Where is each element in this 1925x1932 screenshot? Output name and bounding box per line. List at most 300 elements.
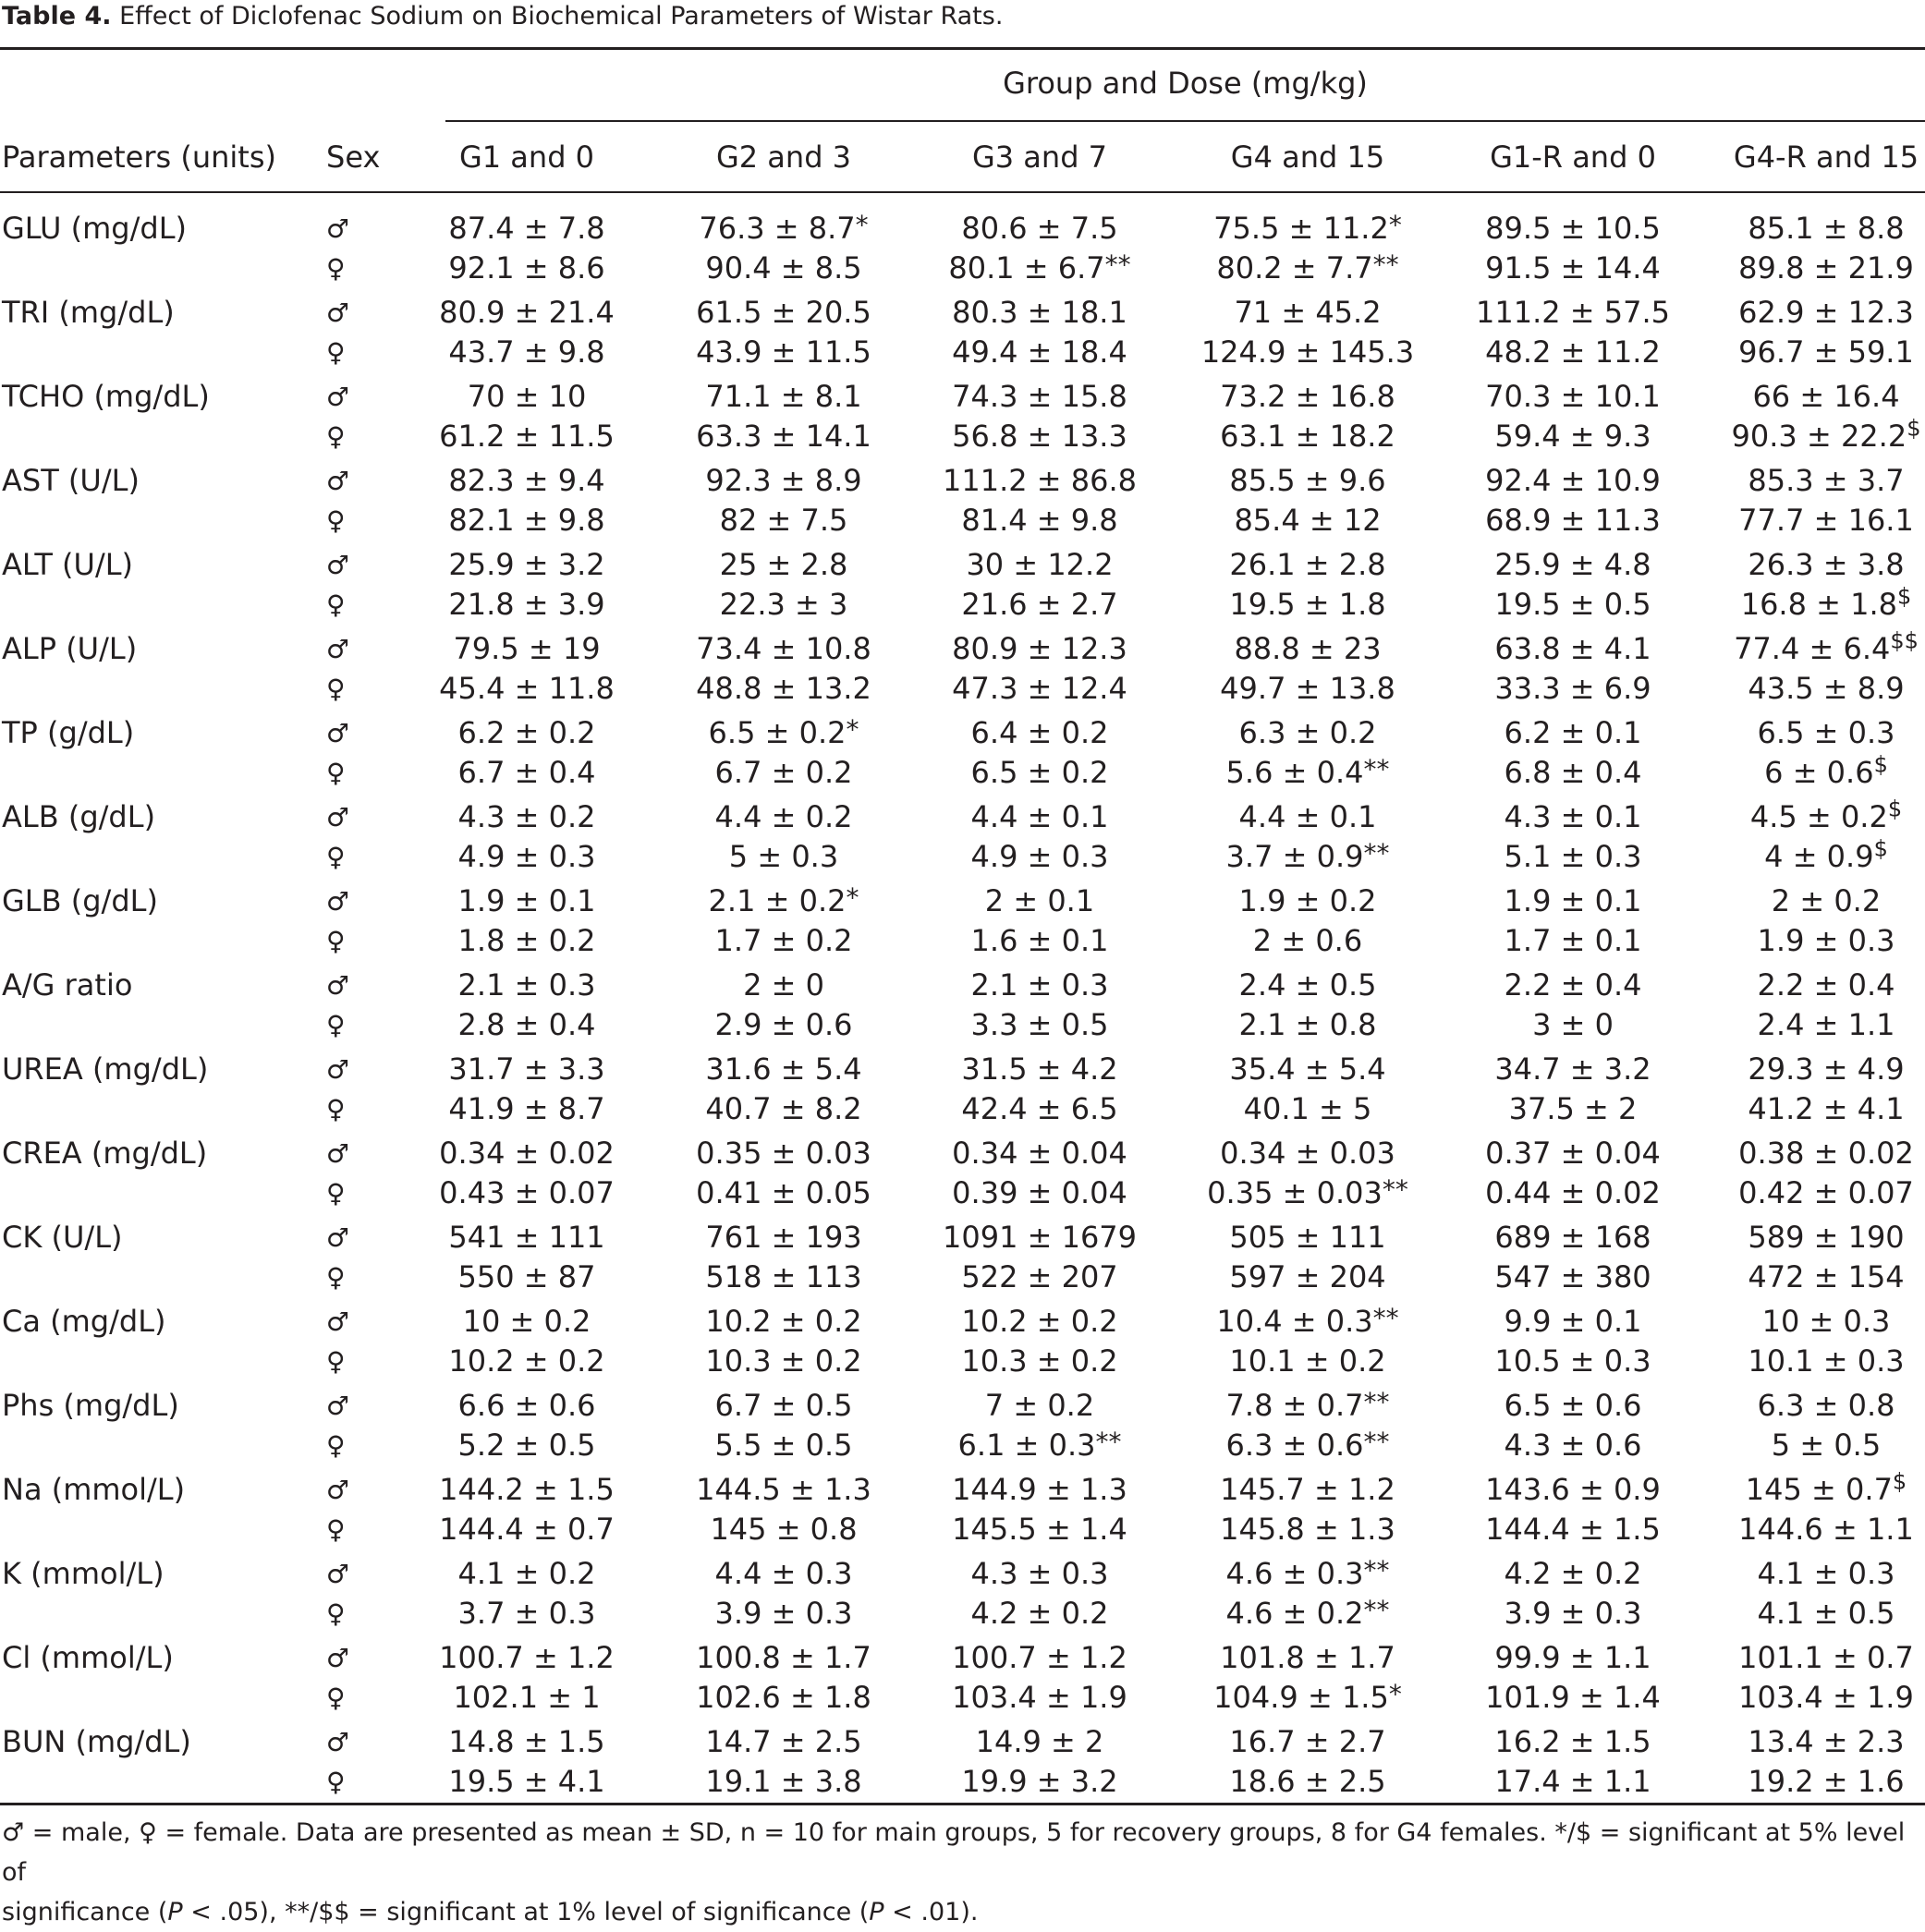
table-cell: 43.5 ± 8.9 <box>1748 671 1905 707</box>
table-caption <box>2 0 1003 41</box>
table-footnote <box>2 1813 1924 1932</box>
table-row <box>0 1258 1925 1297</box>
group-column-header-2: G2 and 3 <box>715 140 852 175</box>
parameter-label: Ca (mg/dL) <box>2 1304 166 1339</box>
table-row <box>0 209 1925 249</box>
table-cell: 4.4 ± 0.1 <box>970 799 1109 834</box>
table-cell: 1.9 ± 0.1 <box>457 883 596 918</box>
table-cell: 145.8 ± 1.3 <box>1220 1512 1395 1548</box>
table-cell: 5.1 ± 0.3 <box>1504 839 1642 875</box>
male-symbol: ♂ <box>326 718 350 748</box>
table-cell: 5 ± 0.5 <box>1771 1428 1882 1464</box>
table-cell: 2.8 ± 0.4 <box>457 1007 596 1043</box>
table-cell: 4.6 ± 0.2** <box>1225 1595 1390 1632</box>
table-cell: 101.9 ± 1.4 <box>1485 1680 1661 1716</box>
table-row <box>0 333 1925 372</box>
table-cell: 103.4 ± 1.9 <box>1738 1680 1914 1716</box>
table-cell: 2.2 ± 0.4 <box>1757 967 1895 1002</box>
male-symbol: ♂ <box>326 1475 350 1505</box>
table-cell: 77.7 ± 16.1 <box>1738 503 1914 539</box>
table-cell: 6.7 ± 0.2 <box>714 755 853 791</box>
table-cell: 1.8 ± 0.2 <box>457 923 596 959</box>
table-cell: 6.3 ± 0.8 <box>1757 1388 1895 1423</box>
group-header-rule <box>445 120 1925 122</box>
table-cell: 505 ± 111 <box>1229 1220 1386 1255</box>
table-cell: 22.3 ± 3 <box>719 587 848 623</box>
female-symbol: ♀ <box>326 758 346 789</box>
table-row <box>0 1594 1925 1634</box>
female-symbol: ♀ <box>326 926 346 957</box>
table-cell: 71 ± 45.2 <box>1234 295 1382 330</box>
female-symbol: ♀ <box>326 842 346 873</box>
table-cell: 85.4 ± 12 <box>1234 503 1382 539</box>
footnote-p-1: P <box>167 1898 183 1926</box>
table-cell: 89.5 ± 10.5 <box>1485 211 1661 246</box>
table-row <box>0 1050 1925 1089</box>
table-cell: 87.4 ± 7.8 <box>448 211 605 246</box>
group-column-header-5: G1-R and 0 <box>1490 140 1656 175</box>
table-row <box>0 797 1925 837</box>
female-symbol: ♀ <box>326 1598 346 1630</box>
table-cell: 0.37 ± 0.04 <box>1485 1136 1661 1171</box>
table-cell: 2.9 ± 0.6 <box>714 1007 853 1043</box>
table-cell: 85.3 ± 3.7 <box>1748 463 1905 498</box>
table-cell: 4.3 ± 0.6 <box>1504 1428 1642 1464</box>
table-cell: 102.1 ± 1 <box>453 1680 601 1716</box>
table-cell: 4.4 ± 0.3 <box>714 1556 853 1591</box>
table-cell: 2 ± 0.1 <box>984 883 1095 918</box>
parameter-label: GLU (mg/dL) <box>2 211 187 246</box>
parameter-label: ALB (g/dL) <box>2 799 156 834</box>
footnote-line-2a: significance ( <box>2 1898 168 1926</box>
male-symbol: ♂ <box>326 1727 350 1757</box>
table-cell: 124.9 ± 145.3 <box>1200 334 1415 371</box>
table-cell: 100.7 ± 1.2 <box>952 1640 1127 1675</box>
female-symbol: ♀ <box>326 1262 346 1294</box>
table-cell: 144.9 ± 1.3 <box>952 1472 1127 1507</box>
male-symbol: ♂ <box>326 466 350 496</box>
male-symbol: ♂ <box>326 550 350 580</box>
table-cell: 10 ± 0.2 <box>462 1304 591 1339</box>
table-cell: 4.2 ± 0.2 <box>970 1596 1109 1632</box>
table-cell: 43.9 ± 11.5 <box>696 334 871 371</box>
table-cell: 2 ± 0.6 <box>1252 923 1363 959</box>
table-cell: 589 ± 190 <box>1748 1220 1905 1255</box>
table-cell: 0.34 ± 0.02 <box>439 1136 615 1171</box>
table-cell: 43.7 ± 9.8 <box>448 334 605 371</box>
parameter-label: CK (U/L) <box>2 1220 123 1255</box>
table-cell: 1.9 ± 0.3 <box>1757 923 1895 959</box>
table-cell: 4.9 ± 0.3 <box>970 839 1109 875</box>
table-cell: 75.5 ± 11.2* <box>1213 210 1402 246</box>
table-cell: 111.2 ± 86.8 <box>942 463 1138 498</box>
table-cell: 80.9 ± 12.3 <box>952 631 1127 666</box>
female-symbol: ♀ <box>326 1430 346 1462</box>
table-cell: 3.7 ± 0.3 <box>457 1596 596 1632</box>
table-cell: 6.2 ± 0.1 <box>1504 715 1642 750</box>
table-cell: 47.3 ± 12.4 <box>952 671 1127 707</box>
table-cell: 145 ± 0.8 <box>710 1512 858 1548</box>
table-cell: 10.2 ± 0.2 <box>705 1304 862 1339</box>
bottom-rule <box>0 1803 1925 1805</box>
female-symbol: ♀ <box>326 674 346 705</box>
table-cell: 31.5 ± 4.2 <box>961 1051 1118 1087</box>
table-row <box>0 1510 1925 1549</box>
table-cell: 0.39 ± 0.04 <box>952 1175 1127 1211</box>
table-row <box>0 1218 1925 1258</box>
female-symbol: ♀ <box>326 1514 346 1546</box>
table-cell: 4.4 ± 0.1 <box>1238 799 1377 834</box>
table-cell: 91.5 ± 14.4 <box>1485 250 1661 286</box>
table-title: Effect of Diclofenac Sodium on Biochemical Parameters of Wistar Rats. <box>119 2 1004 30</box>
parameter-label: K (mmol/L) <box>2 1556 164 1591</box>
table-row <box>0 461 1925 501</box>
table-cell: 518 ± 113 <box>705 1259 862 1295</box>
table-cell: 14.7 ± 2.5 <box>705 1724 862 1759</box>
table-cell: 4.2 ± 0.2 <box>1504 1556 1642 1591</box>
male-symbol: ♂ <box>326 886 350 917</box>
table-cell: 2.2 ± 0.4 <box>1504 967 1642 1002</box>
table-cell: 145.7 ± 1.2 <box>1220 1472 1395 1507</box>
table-cell: 547 ± 380 <box>1494 1259 1651 1295</box>
female-symbol: ♀ <box>326 253 346 285</box>
table-cell: 73.4 ± 10.8 <box>696 631 871 666</box>
table-cell: 6.5 ± 0.2 <box>970 755 1109 791</box>
parameter-label: A/G ratio <box>2 967 133 1002</box>
table-cell: 34.7 ± 3.2 <box>1494 1051 1651 1087</box>
table-cell: 4.3 ± 0.1 <box>1504 799 1642 834</box>
male-symbol: ♂ <box>326 1391 350 1421</box>
table-cell: 3.9 ± 0.3 <box>1504 1596 1642 1632</box>
table-cell: 79.5 ± 19 <box>453 631 601 666</box>
table-cell: 19.1 ± 3.8 <box>705 1764 862 1800</box>
table-cell: 89.8 ± 21.9 <box>1738 250 1914 286</box>
table-cell: 14.8 ± 1.5 <box>448 1724 605 1759</box>
table-cell: 0.42 ± 0.07 <box>1738 1175 1914 1211</box>
male-symbol: ♂ <box>326 1643 350 1673</box>
parameter-label: CREA (mg/dL) <box>2 1136 208 1171</box>
table-cell: 77.4 ± 6.4$$ <box>1734 627 1919 666</box>
table-cell: 99.9 ± 1.1 <box>1494 1640 1651 1675</box>
table-cell: 7.8 ± 0.7** <box>1225 1387 1390 1423</box>
table-cell: 145.5 ± 1.4 <box>952 1512 1127 1548</box>
parameter-label: TRI (mg/dL) <box>2 295 175 330</box>
table-cell: 0.38 ± 0.02 <box>1738 1136 1914 1171</box>
table-cell: 16.8 ± 1.8$ <box>1740 583 1912 623</box>
header-rule <box>0 191 1925 193</box>
parameter-label: Phs (mg/dL) <box>2 1388 179 1423</box>
table-cell: 90.3 ± 22.2$ <box>1731 415 1921 455</box>
table-row <box>0 501 1925 541</box>
table-cell: 7 ± 0.2 <box>984 1388 1095 1423</box>
table-cell: 17.4 ± 1.1 <box>1494 1764 1651 1800</box>
table-cell: 29.3 ± 4.9 <box>1748 1051 1905 1087</box>
footnote-line-2b: < .05), **/$$ = significant at 1% level of significance ( <box>182 1898 870 1926</box>
table-row <box>0 1386 1925 1426</box>
table-row <box>0 966 1925 1005</box>
parameter-label: AST (U/L) <box>2 463 140 498</box>
table-cell: 70 ± 10 <box>467 379 587 414</box>
table-cell: 2.4 ± 1.1 <box>1757 1007 1895 1043</box>
table-row <box>0 417 1925 456</box>
table-cell: 61.2 ± 11.5 <box>439 419 615 455</box>
table-cell: 19.5 ± 0.5 <box>1494 587 1651 623</box>
table-cell: 82 ± 7.5 <box>719 503 848 539</box>
table-cell: 0.44 ± 0.02 <box>1485 1175 1661 1211</box>
female-symbol: ♀ <box>326 505 346 537</box>
female-symbol: ♀ <box>326 1010 346 1041</box>
table-cell: 761 ± 193 <box>705 1220 862 1255</box>
table-cell: 26.1 ± 2.8 <box>1229 547 1386 582</box>
female-symbol: ♀ <box>326 1346 346 1378</box>
male-symbol: ♂ <box>326 970 350 1001</box>
table-row <box>0 585 1925 625</box>
male-symbol: ♂ <box>326 1559 350 1589</box>
table-cell: 21.6 ± 2.7 <box>961 587 1118 623</box>
table-row <box>0 1762 1925 1802</box>
table-cell: 80.1 ± 6.7** <box>948 249 1131 286</box>
table-row <box>0 1173 1925 1213</box>
table-cell: 4.1 ± 0.3 <box>1757 1556 1895 1591</box>
parameter-label: UREA (mg/dL) <box>2 1051 209 1087</box>
parameter-label: BUN (mg/dL) <box>2 1724 191 1759</box>
parameter-label: TP (g/dL) <box>2 715 135 750</box>
table-cell: 14.9 ± 2 <box>975 1724 1104 1759</box>
table-cell: 4.5 ± 0.2$ <box>1749 796 1903 834</box>
table-row <box>0 1134 1925 1173</box>
table-cell: 597 ± 204 <box>1229 1259 1386 1295</box>
table-cell: 144.4 ± 0.7 <box>439 1512 615 1548</box>
table-row <box>0 1302 1925 1342</box>
table-cell: 56.8 ± 13.3 <box>952 419 1127 455</box>
table-row <box>0 1005 1925 1045</box>
footnote-line-1: ♂ = male, ♀ = female. Data are presented as mean ± SD, n = 10 for main groups, 5 for recovery groups, 8 for G4 females. */$ = significant at 5% level of <box>2 1818 1906 1887</box>
table-cell: 48.2 ± 11.2 <box>1485 334 1661 371</box>
table-cell: 63.3 ± 14.1 <box>696 419 871 455</box>
table-row <box>0 1678 1925 1718</box>
table-cell: 19.5 ± 4.1 <box>448 1764 605 1800</box>
table-cell: 88.8 ± 23 <box>1234 631 1382 666</box>
table-cell: 6 ± 0.6$ <box>1764 751 1888 791</box>
table-row <box>0 1342 1925 1381</box>
table-cell: 82.1 ± 9.8 <box>448 503 605 539</box>
table-cell: 143.6 ± 0.9 <box>1485 1472 1661 1507</box>
table-cell: 102.6 ± 1.8 <box>696 1680 871 1716</box>
table-cell: 3 ± 0 <box>1532 1007 1614 1043</box>
table-row <box>0 293 1925 333</box>
female-symbol: ♀ <box>326 337 346 369</box>
table-cell: 0.34 ± 0.04 <box>952 1136 1127 1171</box>
table-cell: 145 ± 0.7$ <box>1745 1468 1907 1507</box>
male-symbol: ♂ <box>326 213 350 244</box>
table-cell: 40.1 ± 5 <box>1243 1091 1372 1127</box>
table-row <box>0 1089 1925 1129</box>
table-cell: 0.43 ± 0.07 <box>439 1175 615 1211</box>
table-cell: 6.3 ± 0.6** <box>1225 1427 1390 1464</box>
table-cell: 6.5 ± 0.6 <box>1504 1388 1642 1423</box>
table-cell: 6.4 ± 0.2 <box>970 715 1109 750</box>
table-cell: 45.4 ± 11.8 <box>439 671 615 707</box>
table-cell: 144.5 ± 1.3 <box>696 1472 871 1507</box>
table-cell: 63.1 ± 18.2 <box>1220 419 1395 455</box>
table-cell: 4.1 ± 0.5 <box>1757 1596 1895 1632</box>
table-cell: 6.6 ± 0.6 <box>457 1388 596 1423</box>
table-cell: 92.3 ± 8.9 <box>705 463 862 498</box>
table-cell: 2.1 ± 0.2* <box>708 882 859 918</box>
table-cell: 5.5 ± 0.5 <box>714 1428 853 1464</box>
table-cell: 101.1 ± 0.7 <box>1738 1640 1914 1675</box>
table-row <box>0 1470 1925 1510</box>
group-column-header-4: G4 and 15 <box>1230 140 1385 175</box>
table-cell: 6.1 ± 0.3** <box>957 1427 1122 1464</box>
male-symbol: ♂ <box>326 1138 350 1169</box>
table-cell: 25 ± 2.8 <box>719 547 848 582</box>
top-rule <box>0 47 1925 50</box>
table-cell: 1.6 ± 0.1 <box>970 923 1109 959</box>
table-cell: 1.9 ± 0.2 <box>1238 883 1377 918</box>
table-row <box>0 753 1925 793</box>
table-cell: 73.2 ± 16.8 <box>1220 379 1395 414</box>
table-cell: 85.1 ± 8.8 <box>1748 211 1905 246</box>
table-cell: 10.5 ± 0.3 <box>1494 1343 1651 1379</box>
table-label: Table 4. <box>2 2 112 30</box>
table-cell: 19.9 ± 3.2 <box>961 1764 1118 1800</box>
table-cell: 144.4 ± 1.5 <box>1485 1512 1661 1548</box>
table-cell: 4.3 ± 0.2 <box>457 799 596 834</box>
table-cell: 6.3 ± 0.2 <box>1238 715 1377 750</box>
table-cell: 3.3 ± 0.5 <box>970 1007 1109 1043</box>
table-row <box>0 881 1925 921</box>
table-cell: 4.9 ± 0.3 <box>457 839 596 875</box>
table-cell: 71.1 ± 8.1 <box>705 379 862 414</box>
table-cell: 0.34 ± 0.03 <box>1220 1136 1395 1171</box>
table-cell: 81.4 ± 9.8 <box>961 503 1118 539</box>
table-cell: 689 ± 168 <box>1494 1220 1651 1255</box>
table-cell: 25.9 ± 3.2 <box>448 547 605 582</box>
table-cell: 10.2 ± 0.2 <box>961 1304 1118 1339</box>
table-row <box>0 249 1925 288</box>
parameters-column-header: Parameters (units) <box>2 140 276 175</box>
table-row <box>0 713 1925 753</box>
table-cell: 3.9 ± 0.3 <box>714 1596 853 1632</box>
table-cell: 59.4 ± 9.3 <box>1494 419 1651 455</box>
table-cell: 49.4 ± 18.4 <box>952 334 1127 371</box>
table-cell: 40.7 ± 8.2 <box>705 1091 862 1127</box>
table-row <box>0 1722 1925 1762</box>
parameter-label: GLB (g/dL) <box>2 883 158 918</box>
table-cell: 16.7 ± 2.7 <box>1229 1724 1386 1759</box>
table-cell: 19.5 ± 1.8 <box>1229 587 1386 623</box>
table-cell: 2.1 ± 0.3 <box>970 967 1109 1002</box>
table-cell: 2 ± 0 <box>743 967 824 1002</box>
table-cell: 63.8 ± 4.1 <box>1494 631 1651 666</box>
table-cell: 4 ± 0.9$ <box>1764 835 1888 875</box>
table-cell: 0.35 ± 0.03** <box>1207 1174 1408 1211</box>
table-cell: 1091 ± 1679 <box>942 1220 1138 1255</box>
table-cell: 31.7 ± 3.3 <box>448 1051 605 1087</box>
table-cell: 41.9 ± 8.7 <box>448 1091 605 1127</box>
table-cell: 10.4 ± 0.3** <box>1216 1303 1399 1339</box>
group-column-header-3: G3 and 7 <box>971 140 1108 175</box>
table-cell: 96.7 ± 59.1 <box>1738 334 1914 371</box>
table-cell: 5 ± 0.3 <box>728 839 839 875</box>
table-cell: 49.7 ± 13.8 <box>1220 671 1395 707</box>
table-cell: 10.2 ± 0.2 <box>448 1343 605 1379</box>
female-symbol: ♀ <box>326 1767 346 1798</box>
table-cell: 80.6 ± 7.5 <box>961 211 1118 246</box>
table-cell: 10 ± 0.3 <box>1761 1304 1891 1339</box>
table-row <box>0 629 1925 669</box>
sex-column-header: Sex <box>326 140 381 175</box>
table-cell: 2 ± 0.2 <box>1771 883 1882 918</box>
table-row <box>0 1554 1925 1594</box>
female-symbol: ♀ <box>326 1178 346 1209</box>
table-cell: 37.5 ± 2 <box>1508 1091 1638 1127</box>
table-cell: 103.4 ± 1.9 <box>952 1680 1127 1716</box>
table-cell: 90.4 ± 8.5 <box>705 250 862 286</box>
table-cell: 2.1 ± 0.8 <box>1238 1007 1377 1043</box>
table-cell: 48.8 ± 13.2 <box>696 671 871 707</box>
table-cell: 21.8 ± 3.9 <box>448 587 605 623</box>
table-cell: 6.7 ± 0.5 <box>714 1388 853 1423</box>
table-cell: 10.1 ± 0.3 <box>1748 1343 1905 1379</box>
female-symbol: ♀ <box>326 589 346 621</box>
table-cell: 33.3 ± 6.9 <box>1494 671 1651 707</box>
table-cell: 4.6 ± 0.3** <box>1225 1555 1390 1591</box>
table-cell: 144.6 ± 1.1 <box>1738 1512 1914 1548</box>
parameter-label: Na (mmol/L) <box>2 1472 186 1507</box>
male-symbol: ♂ <box>326 298 350 328</box>
table-cell: 4.1 ± 0.2 <box>457 1556 596 1591</box>
table-cell: 35.4 ± 5.4 <box>1229 1051 1386 1087</box>
table-cell: 16.2 ± 1.5 <box>1494 1724 1651 1759</box>
group-column-header-1: G1 and 0 <box>458 140 595 175</box>
table-cell: 1.7 ± 0.1 <box>1504 923 1642 959</box>
table-row <box>0 669 1925 709</box>
table-cell: 3.7 ± 0.9** <box>1225 838 1390 875</box>
table-cell: 100.8 ± 1.7 <box>696 1640 871 1675</box>
table-cell: 6.5 ± 0.3 <box>1757 715 1895 750</box>
table-cell: 6.7 ± 0.4 <box>457 755 596 791</box>
table-cell: 30 ± 12.2 <box>966 547 1114 582</box>
table-row <box>0 1638 1925 1678</box>
female-symbol: ♀ <box>326 421 346 453</box>
table-cell: 9.9 ± 0.1 <box>1504 1304 1642 1339</box>
table-cell: 6.8 ± 0.4 <box>1504 755 1642 791</box>
table-cell: 522 ± 207 <box>961 1259 1118 1295</box>
table-cell: 4.4 ± 0.2 <box>714 799 853 834</box>
table-cell: 472 ± 154 <box>1748 1259 1905 1295</box>
table-cell: 41.2 ± 4.1 <box>1748 1091 1905 1127</box>
table-cell: 66 ± 16.4 <box>1752 379 1900 414</box>
table-row <box>0 545 1925 585</box>
table-row <box>0 837 1925 877</box>
table-cell: 31.6 ± 5.4 <box>705 1051 862 1087</box>
table-cell: 10.3 ± 0.2 <box>705 1343 862 1379</box>
table-cell: 85.5 ± 9.6 <box>1229 463 1386 498</box>
table-cell: 61.5 ± 20.5 <box>696 295 871 330</box>
parameter-label: ALT (U/L) <box>2 547 134 582</box>
table-cell: 0.35 ± 0.03 <box>696 1136 871 1171</box>
male-symbol: ♂ <box>326 382 350 412</box>
group-column-header-6: G4-R and 15 <box>1733 140 1919 175</box>
table-cell: 541 ± 111 <box>448 1220 605 1255</box>
table-cell: 101.8 ± 1.7 <box>1220 1640 1395 1675</box>
table-cell: 6.5 ± 0.2* <box>708 714 859 750</box>
table-cell: 10.1 ± 0.2 <box>1229 1343 1386 1379</box>
table-cell: 13.4 ± 2.3 <box>1748 1724 1905 1759</box>
table-cell: 25.9 ± 4.8 <box>1494 547 1651 582</box>
